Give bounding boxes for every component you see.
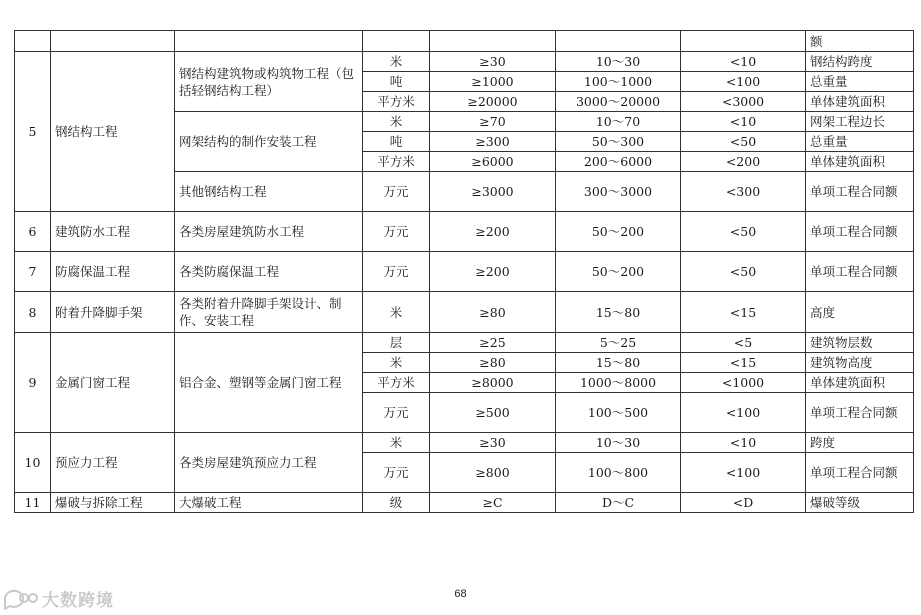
small-cell: <200 — [681, 152, 806, 172]
watermark-text: 大数跨境 — [42, 591, 114, 611]
medium-cell: 50～200 — [556, 212, 681, 252]
table-row — [15, 493, 914, 513]
large-cell: ≥300 — [430, 132, 556, 152]
medium-cell: 200～6000 — [556, 152, 681, 172]
table-row — [15, 52, 914, 72]
row-number: 8 — [15, 292, 51, 333]
large-cell: ≥25 — [430, 333, 556, 353]
small-cell: <D — [681, 493, 806, 513]
criterion-cell: 爆破等级 — [806, 493, 914, 513]
subcategory-cell: 各类房屋建筑预应力工程 — [175, 433, 363, 493]
large-cell: ≥500 — [430, 393, 556, 433]
medium-cell: 5～25 — [556, 333, 681, 353]
large-cell: ≥8000 — [430, 373, 556, 393]
subcategory-cell: 钢结构建筑物或构筑物工程（包括轻钢结构工程） — [175, 52, 363, 112]
small-cell: <15 — [681, 292, 806, 333]
criterion-cell: 跨度 — [806, 433, 914, 453]
small-cell: <100 — [681, 453, 806, 493]
category-cell: 金属门窗工程 — [51, 333, 175, 433]
unit-cell: 米 — [363, 353, 430, 373]
criterion-cell: 单项工程合同额 — [806, 393, 914, 433]
criterion-cell: 单项工程合同额 — [806, 212, 914, 252]
criterion-cell: 额 — [806, 31, 914, 52]
criterion-cell: 建筑物高度 — [806, 353, 914, 373]
small-cell: <3000 — [681, 92, 806, 112]
unit-cell: 平方米 — [363, 152, 430, 172]
small-cell: <1000 — [681, 373, 806, 393]
criterion-cell: 单体建筑面积 — [806, 92, 914, 112]
large-cell: ≥C — [430, 493, 556, 513]
medium-cell: D～C — [556, 493, 681, 513]
small-cell: <100 — [681, 393, 806, 433]
small-cell: <300 — [681, 172, 806, 212]
row-number: 10 — [15, 433, 51, 493]
criterion-cell: 总重量 — [806, 132, 914, 152]
large-cell: ≥30 — [430, 433, 556, 453]
criterion-cell: 单项工程合同额 — [806, 252, 914, 292]
medium-cell: 3000～20000 — [556, 92, 681, 112]
subcategory-cell: 各类防腐保温工程 — [175, 252, 363, 292]
unit-cell: 万元 — [363, 252, 430, 292]
medium-cell: 100～1000 — [556, 72, 681, 92]
medium-cell: 50～300 — [556, 132, 681, 152]
large-cell: ≥80 — [430, 353, 556, 373]
subcategory-cell: 网架结构的制作安装工程 — [175, 112, 363, 172]
speech-bubble-logo-icon — [2, 588, 38, 610]
small-cell: <5 — [681, 333, 806, 353]
medium-cell: 100～500 — [556, 393, 681, 433]
row-number: 6 — [15, 212, 51, 252]
row-number: 11 — [15, 493, 51, 513]
category-cell: 钢结构工程 — [51, 52, 175, 212]
large-cell: ≥70 — [430, 112, 556, 132]
table-row — [15, 292, 914, 333]
unit-cell: 万元 — [363, 393, 430, 433]
category-cell: 防腐保温工程 — [51, 252, 175, 292]
category-cell: 建筑防水工程 — [51, 212, 175, 252]
criterion-cell: 单体建筑面积 — [806, 152, 914, 172]
unit-cell: 万元 — [363, 172, 430, 212]
criterion-cell: 总重量 — [806, 72, 914, 92]
subcategory-cell: 其他钢结构工程 — [175, 172, 363, 212]
page-number: 68 — [454, 588, 467, 600]
unit-cell: 万元 — [363, 212, 430, 252]
row-number: 7 — [15, 252, 51, 292]
qualification-table — [14, 30, 914, 513]
category-cell: 预应力工程 — [51, 433, 175, 493]
subcategory-cell: 各类附着升降脚手架设计、制作、安装工程 — [175, 292, 363, 333]
small-cell: <15 — [681, 353, 806, 373]
small-cell: <50 — [681, 132, 806, 152]
criterion-cell: 建筑物层数 — [806, 333, 914, 353]
subcategory-cell: 各类房屋建筑防水工程 — [175, 212, 363, 252]
criterion-cell: 单项工程合同额 — [806, 172, 914, 212]
small-cell: <100 — [681, 72, 806, 92]
medium-cell: 100～800 — [556, 453, 681, 493]
criterion-cell: 单项工程合同额 — [806, 453, 914, 493]
medium-cell: 300～3000 — [556, 172, 681, 212]
large-cell: ≥80 — [430, 292, 556, 333]
large-cell: ≥200 — [430, 252, 556, 292]
table-row — [15, 333, 914, 353]
table-row — [15, 31, 914, 52]
small-cell: <50 — [681, 252, 806, 292]
watermark — [2, 586, 114, 611]
medium-cell: 15～80 — [556, 353, 681, 373]
large-cell: ≥200 — [430, 212, 556, 252]
unit-cell: 万元 — [363, 453, 430, 493]
criterion-cell: 单体建筑面积 — [806, 373, 914, 393]
small-cell: <10 — [681, 52, 806, 72]
row-number: 5 — [15, 52, 51, 212]
unit-cell: 平方米 — [363, 92, 430, 112]
unit-cell: 级 — [363, 493, 430, 513]
unit-cell: 吨 — [363, 132, 430, 152]
category-cell: 附着升降脚手架 — [51, 292, 175, 333]
medium-cell: 10～30 — [556, 433, 681, 453]
subcategory-cell: 铝合金、塑钢等金属门窗工程 — [175, 333, 363, 433]
table-row — [15, 212, 914, 252]
unit-cell: 吨 — [363, 72, 430, 92]
unit-cell: 米 — [363, 52, 430, 72]
large-cell: ≥6000 — [430, 152, 556, 172]
unit-cell: 平方米 — [363, 373, 430, 393]
unit-cell: 米 — [363, 112, 430, 132]
unit-cell: 层 — [363, 333, 430, 353]
large-cell: ≥30 — [430, 52, 556, 72]
small-cell: <10 — [681, 112, 806, 132]
subcategory-cell: 大爆破工程 — [175, 493, 363, 513]
unit-cell: 米 — [363, 433, 430, 453]
medium-cell: 1000～8000 — [556, 373, 681, 393]
medium-cell: 15～80 — [556, 292, 681, 333]
table-row — [15, 433, 914, 453]
row-number: 9 — [15, 333, 51, 433]
small-cell: <50 — [681, 212, 806, 252]
large-cell: ≥1000 — [430, 72, 556, 92]
large-cell: ≥800 — [430, 453, 556, 493]
criterion-cell: 钢结构跨度 — [806, 52, 914, 72]
criterion-cell: 高度 — [806, 292, 914, 333]
medium-cell: 50～200 — [556, 252, 681, 292]
table-row — [15, 252, 914, 292]
medium-cell: 10～70 — [556, 112, 681, 132]
small-cell: <10 — [681, 433, 806, 453]
large-cell: ≥20000 — [430, 92, 556, 112]
medium-cell: 10～30 — [556, 52, 681, 72]
criterion-cell: 网架工程边长 — [806, 112, 914, 132]
unit-cell: 米 — [363, 292, 430, 333]
large-cell: ≥3000 — [430, 172, 556, 212]
category-cell: 爆破与拆除工程 — [51, 493, 175, 513]
